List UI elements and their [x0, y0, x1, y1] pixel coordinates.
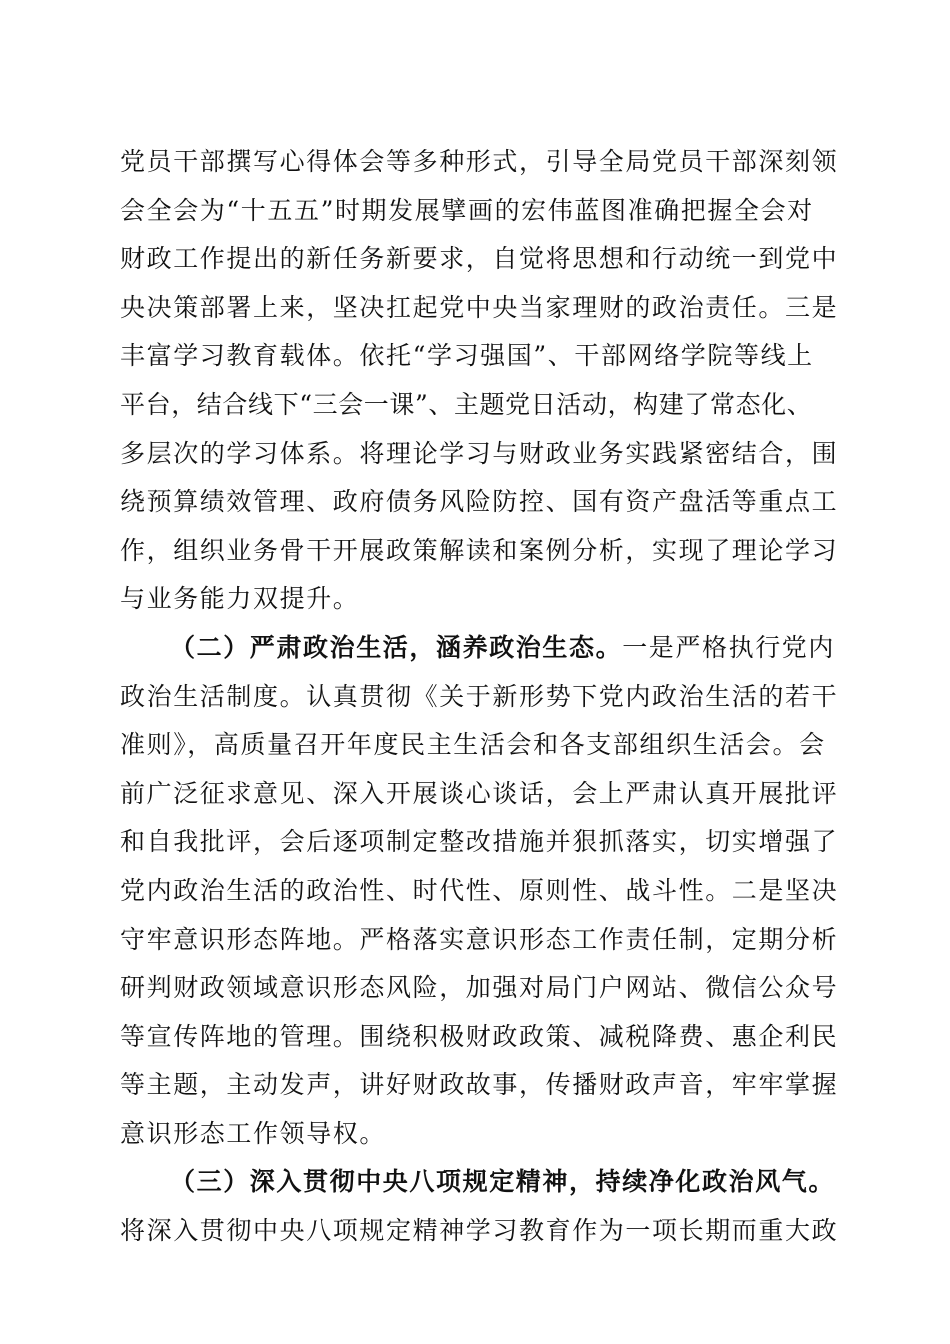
paragraph-line: 多层次的学习体系。将理论学习与财政业务实践紧密结合，围 [120, 438, 839, 468]
body-text [120, 138, 840, 1256]
paragraph-line: 平台，结合线下“三会一课”、主题党日活动，构建了常态化、 [120, 389, 813, 419]
section-heading-line [120, 1158, 840, 1207]
paragraph-line: 将深入贯彻中央八项规定精神学习教育作为一项长期而重大政 [120, 1216, 839, 1246]
paragraph-line: 研判财政领域意识形态风险，加强对局门户网站、微信公众号 [120, 973, 839, 1003]
paragraph-line: 等主题，主动发声，讲好财政故事，传播财政声音，牢牢掌握 [120, 1070, 839, 1100]
paragraph-line: 和自我批评，会后逐项制定整改措施并狠抓落实，切实增强了 [120, 827, 839, 857]
paragraph-line: 等宣传阵地的管理。围绕积极财政政策、减税降费、惠企利民 [120, 1021, 839, 1051]
paragraph-line: 丰富学习教育载体。依托“学习强国”、干部网络学院等线上 [120, 341, 814, 371]
section-heading-line [120, 624, 840, 673]
paragraph-line: 意识形态工作领导权。 [120, 1118, 387, 1148]
paragraph-line: 守牢意识形态阵地。严格落实意识形态工作责任制，定期分析 [120, 924, 839, 954]
paragraph-line: 财政工作提出的新任务新要求，自觉将思想和行动统一到党中 [120, 244, 839, 274]
paragraph-line: 绕预算绩效管理、政府债务风险防控、国有资产盘活等重点工 [120, 487, 839, 517]
paragraph-line: 党内政治生活的政治性、时代性、原则性、战斗性。二是坚决 [120, 875, 839, 905]
paragraph-line: 与业务能力双提升。 [120, 584, 360, 614]
paragraph-line: 会全会为“十五五”时期发展擘画的宏伟蓝图准确把握全会对 [120, 195, 814, 225]
paragraph-line: 党员干部撰写心得体会等多种形式，引导全局党员干部深刻领 [120, 147, 839, 176]
paragraph-line: 政治生活制度。认真贯彻《关于新形势下党内政治生活的若干 [120, 681, 839, 711]
paragraph-line: 前广泛征求意见、深入开展谈心谈话，会上严肃认真开展批评 [120, 778, 839, 808]
section-heading-rest: 一是严格执行党内 [622, 632, 836, 662]
paragraph-line: 作，组织业务骨干开展政策解读和案例分析，实现了理论学习 [120, 535, 839, 565]
section-heading: （三）深入贯彻中央八项规定精神，持续净化政治风气。 [170, 1167, 836, 1197]
paragraph-line: 央决策部署上来，坚决扛起党中央当家理财的政治责任。三是 [120, 292, 839, 322]
paragraph-line: 准则》，高质量召开年度民主生活会和各支部组织生活会。会 [120, 730, 826, 760]
section-heading: （二）严肃政治生活，涵养政治生态。 [170, 632, 623, 662]
